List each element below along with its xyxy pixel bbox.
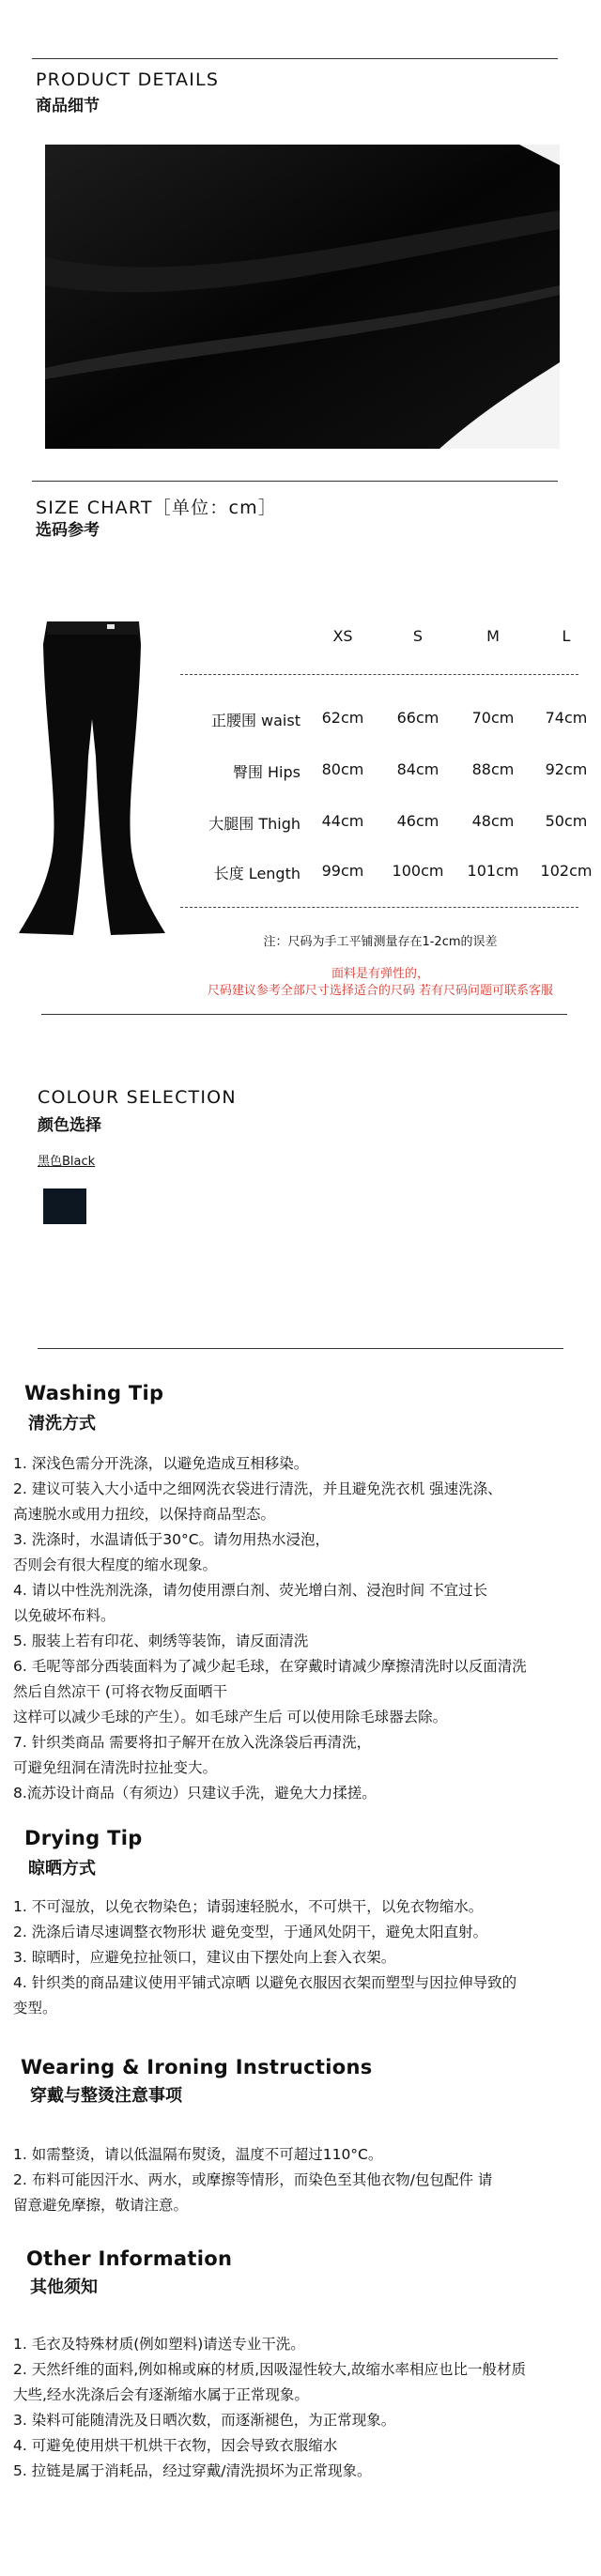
row-label: 长度 Length <box>213 865 300 882</box>
row-label: 大腿围 Thigh <box>208 815 300 833</box>
washing-line: 5. 服装上若有印花、刺绣等装饰，请反面清洗 <box>13 1633 309 1649</box>
washing-line: 2. 建议可装入大小适中之细网洗衣袋进行清洗，并且避免洗衣机 强速洗涤、 <box>13 1480 502 1497</box>
size-row-waist <box>178 709 588 731</box>
cell: 44cm <box>321 812 364 830</box>
other-information-title: Other Information <box>26 2247 233 2270</box>
cell: 50cm <box>545 812 588 830</box>
washing-line: 否则会有很大程度的缩水现象。 <box>13 1556 218 1573</box>
cell: 99cm <box>321 862 364 880</box>
cell: 84cm <box>396 760 439 778</box>
size-chart-subtitle: 选码参考 <box>36 521 100 540</box>
wearing-line: 留意避免摩擦，敬请注意。 <box>13 2197 189 2214</box>
other-line: 3. 染料可能随清洗及日晒次数，而逐渐褪色，为正常现象。 <box>13 2412 396 2429</box>
other-line: 2. 天然纤维的面料,例如棉或麻的材质,因吸湿性较大,故缩水率相应也比一般材质 <box>13 2361 526 2378</box>
stretch-warning: 面料是有弹性的， <box>331 967 429 981</box>
other-line: 5. 拉链是属于消耗品，经过穿戴/清洗损坏为正常现象。 <box>13 2462 372 2479</box>
cell: 80cm <box>321 760 364 778</box>
drying-instructions <box>13 1894 590 2021</box>
divider <box>32 481 558 482</box>
cell: 102cm <box>540 862 593 880</box>
size-s: S <box>412 627 424 645</box>
wearing-line: 1. 如需整烫，请以低温隔布熨烫，温度不可超过110°C。 <box>13 2146 383 2163</box>
colour-option-label[interactable]: 黑色Black <box>38 1155 96 1169</box>
other-information-subtitle: 其他须知 <box>30 2277 98 2297</box>
drying-tip-title: Drying Tip <box>24 1827 143 1849</box>
dashed-divider <box>180 907 578 908</box>
drying-line: 2. 洗涤后请尽速调整衣物形状 避免变型，于通风处阴干，避免太阳直射。 <box>13 1924 488 1940</box>
washing-line: 7. 针织类商品 需要将扣子解开在放入洗涤袋后再清洗， <box>13 1734 372 1751</box>
washing-line: 8.流苏设计商品（有须边）只建议手洗，避免大力揉搓。 <box>13 1785 377 1802</box>
measurement-note: 注：尺码为手工平铺测量存在1-2cm的误差 <box>263 935 498 949</box>
drying-line: 1. 不可湿放，以免衣物染色；请弱速轻脱水，不可烘干，以免衣物缩水。 <box>13 1898 484 1915</box>
washing-line: 然后自然凉干 (可将衣物反面晒干 <box>13 1683 227 1700</box>
colour-swatch-black[interactable] <box>43 1188 86 1224</box>
size-l: L <box>562 627 571 645</box>
drying-line: 变型。 <box>13 2000 57 2016</box>
washing-line: 6. 毛呢等部分西装面料为了减少起毛球，在穿戴时请减少摩擦清洗时以反面清洗 <box>13 1658 527 1675</box>
drying-tip-subtitle: 晾晒方式 <box>28 1859 96 1878</box>
cell: 88cm <box>471 760 515 778</box>
dashed-divider <box>180 674 578 675</box>
wearing-instructions <box>13 2142 590 2218</box>
cell: 46cm <box>396 812 439 830</box>
divider <box>32 58 558 59</box>
size-chart-title: SIZE CHART［单位：cm］ <box>36 498 278 518</box>
wearing-line: 2. 布料可能因汗水、两水，或摩擦等情形，而染色至其他衣物/包包配件 请 <box>13 2171 493 2188</box>
other-instructions <box>13 2332 590 2484</box>
size-m: M <box>486 627 500 645</box>
other-line: 大些,经水洗涤后会有逐渐缩水属于正常现象。 <box>13 2386 309 2403</box>
washing-line: 1. 深浅色需分开洗涤，以避免造成互相移染。 <box>13 1455 309 1472</box>
fabric-detail-image <box>45 145 560 449</box>
washing-instructions <box>13 1451 590 1806</box>
other-line: 4. 可避免使用烘干机烘干衣物，因会导致衣服缩水 <box>13 2437 338 2454</box>
cell: 70cm <box>471 709 515 727</box>
divider <box>41 1014 567 1015</box>
flare-pants-image <box>13 616 171 939</box>
size-row-hips <box>178 760 588 783</box>
fabric-detail-photo <box>45 145 560 449</box>
product-details-title: PRODUCT DETAILS <box>36 69 220 90</box>
washing-line: 这样可以减少毛球的产生）。如毛球产生后 可以使用除毛球器去除。 <box>13 1709 448 1725</box>
cell: 100cm <box>392 862 444 880</box>
colour-selection-subtitle: 颜色选择 <box>38 1116 101 1135</box>
washing-tip-title: Washing Tip <box>24 1382 164 1404</box>
size-header-row <box>178 627 582 650</box>
size-xs: XS <box>332 627 353 645</box>
cell: 92cm <box>545 760 588 778</box>
colour-selection-title: COLOUR SELECTION <box>38 1087 237 1108</box>
washing-line: 3. 洗涤时，水温请低于30°C。请勿用热水浸泡， <box>13 1531 331 1548</box>
pants-photo <box>13 616 171 939</box>
size-advice-warning: 尺码建议参考全部尺寸选择适合的尺码 若有尺码问题可联系客服 <box>207 984 554 998</box>
size-row-thigh <box>178 812 588 835</box>
wearing-ironing-title: Wearing & Ironing Instructions <box>21 2056 373 2078</box>
drying-line: 3. 晾晒时，应避免拉扯领口，建议由下摆处向上套入衣架。 <box>13 1949 396 1966</box>
row-label: 臀围 Hips <box>232 763 300 781</box>
cell: 74cm <box>545 709 588 727</box>
row-label: 正腰围 waist <box>210 712 300 729</box>
washing-line: 4. 请以中性洗剂洗涤，请勿使用漂白剂、荧光增白剂、浸泡时间 不宜过长 <box>13 1582 488 1599</box>
product-details-subtitle: 商品细节 <box>36 97 100 115</box>
cell: 101cm <box>467 862 519 880</box>
washing-line: 以免破坏布料。 <box>13 1607 116 1624</box>
cell: 62cm <box>321 709 364 727</box>
washing-line: 可避免纽洞在清洗时拉扯变大。 <box>13 1759 218 1776</box>
size-row-length <box>178 862 593 884</box>
washing-tip-subtitle: 清洗方式 <box>28 1414 96 1434</box>
cell: 48cm <box>471 812 515 830</box>
washing-line: 高速脱水或用力扭绞，以保持商品型态。 <box>13 1506 276 1523</box>
cell: 66cm <box>396 709 439 727</box>
divider <box>38 1348 563 1349</box>
other-line: 1. 毛衣及特殊材质(例如塑料)请送专业干洗。 <box>13 2336 305 2353</box>
wearing-ironing-subtitle: 穿戴与整烫注意事项 <box>30 2086 182 2106</box>
drying-line: 4. 针织类的商品建议使用平铺式凉晒 以避免衣服因衣架而塑型与因拉伸导致的 <box>13 1974 517 1991</box>
